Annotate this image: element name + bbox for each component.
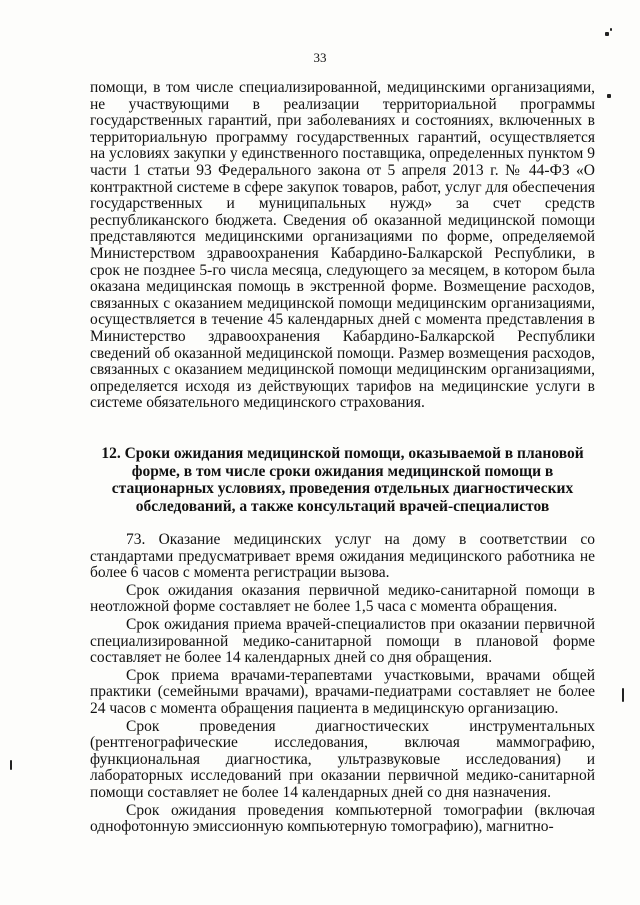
scan-artifact-upper-right (607, 94, 611, 98)
section-paragraph-tomography: Срок ожидания проведения компьютерной томографии (включая однофотонную эмиссионную компьютерную томографию), магнитно- (90, 801, 595, 836)
scan-artifact-top-right-2 (610, 28, 612, 31)
section-paragraph-diagnostics: Срок проведения диагностических инструментальных (рентгенографические исследования, включая маммографию, функциональная диагностика, ультразвуковые исследования) и лабораторных исследований при оказании первичной медико-санитарной помощи составляет не более 14 календарных дней со дня назначения. (90, 717, 595, 801)
section-body (90, 532, 595, 836)
scan-artifact-top-right (605, 32, 609, 36)
scan-artifact-right-edge (622, 688, 624, 702)
section-heading: 12. Сроки ожидания медицинской помощи, оказываемой в плановой форме, в том числе сроки ожидания медицинской помощи в стационарных условиях, проведения отдельных диагностических обследований, а также консультаций врачей-специалистов (101, 445, 584, 515)
page-number: 33 (313, 50, 327, 65)
section-paragraph-73: 73. Оказание медицинских услуг на дому в соответствии со стандартами предусматривает время ожидания медицинского работника не более 6 часов с момента регистрации вызова. (90, 531, 595, 582)
section-paragraph-therapists: Срок приема врачами-терапевтами участковыми, врачами общей практики (семейными врачами), врачами-педиатрами составляет не более 24 часов с момента обращения пациента в медицинскую организацию. (90, 666, 595, 717)
section-paragraph-specialists: Срок ожидания приема врачей-специалистов при оказании первичной специализированной медико-санитарной помощи в плановой форме составляет не более 14 календарных дней со дня обращения. (90, 615, 595, 667)
intro-paragraph: помощи, в том числе специализированной, медицинскими организациями, не участвующими в реализации территориальной программы государственных гарантий, при заболеваниях и состояниях, включенных в территориальную программу государственных гарантий, осуществляется на условиях закупки у единственного поставщика, определенных пунктом 9 части 1 статьи 93 Федерального закона от 5 апреля 2013 г. № 44-ФЗ «О контрактной системе в сфере закупок товаров, работ, услуг для обеспечения государственных и муниципальных нужд» за счет средств республиканского бюджета. Сведения об оказанной медицинской помощи представляются медицинскими организациями по форме, определяемой Министерством здравоохранения Кабардино-Балкарской Республики, в срок не позднее 5-го числа месяца, следующего за месяцем, в котором была оказана медицинская помощь в экстренной форме. Возмещение расходов, связанных с оказанием медицинской помощи медицинским организациями, осуществляется в течение 45 календарных дней с момента представления в Министерство здравоохранения Кабардино-Балкарской Республики сведений об оказанной медицинской помощи. Размер возмещения расходов, связанных с оказанием медицинской помощи медицинским организациями, определяется исходя из действующих тарифов на медицинские услуги в системе обязательного медицинского страхования. (90, 79, 595, 412)
intro-paragraph-block (90, 80, 595, 412)
scan-artifact-left-edge (10, 760, 12, 770)
section-paragraph-urgent: Срок ожидания оказания первичной медико-санитарной помощи в неотложной форме составляет не более 1,5 часа с момента обращения. (90, 581, 595, 616)
